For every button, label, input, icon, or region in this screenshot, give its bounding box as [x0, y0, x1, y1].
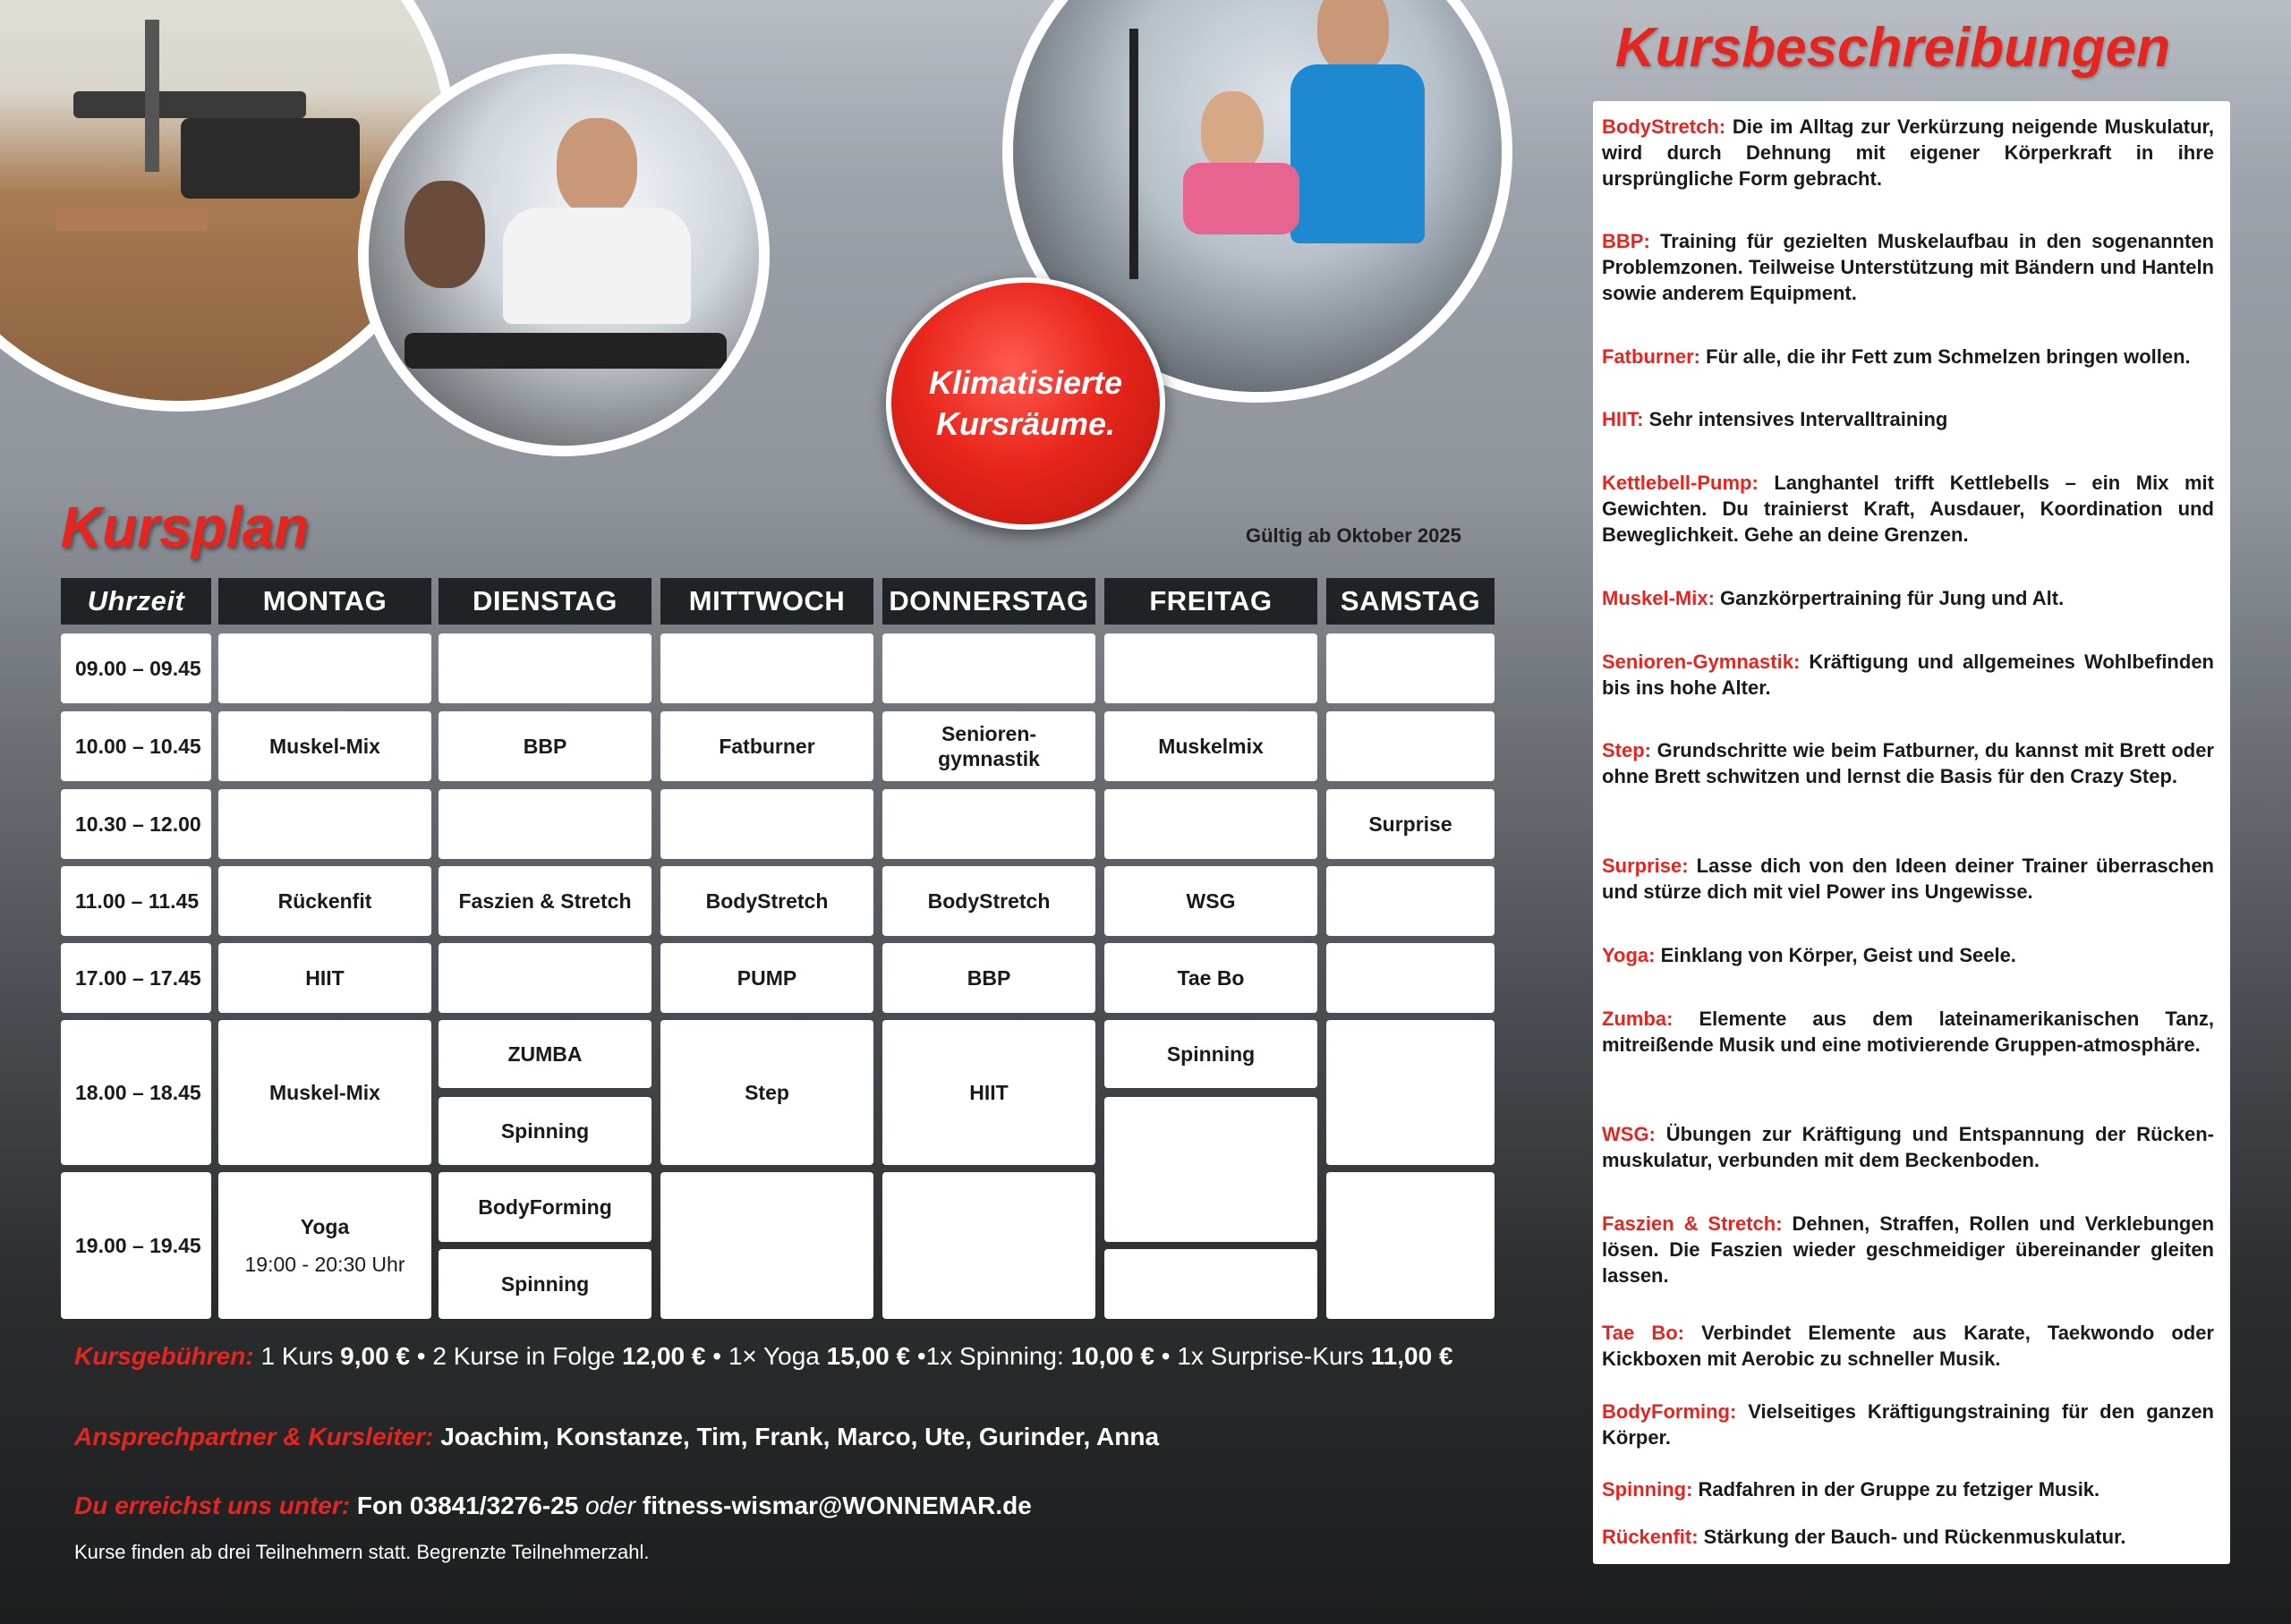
fees-text-5: • 1x Surprise-Kurs — [1154, 1342, 1371, 1370]
slot-mon-1800: Muskel-Mix — [218, 1020, 431, 1165]
desc-bodyforming — [1602, 1399, 2214, 1450]
time-1100: 11.00 – 11.45 — [61, 866, 211, 936]
slot-mon-0900 — [218, 633, 431, 703]
slot-sat-1030: Surprise — [1326, 789, 1495, 859]
fees-text-1: 1 Kurs — [253, 1342, 341, 1370]
valid-from-note: Gültig ab Oktober 2025 — [1246, 524, 1461, 547]
slot-tue-1030 — [439, 789, 652, 859]
desc-term: Senioren-Gymnastik: — [1602, 650, 1801, 673]
desc-text: Dehnen, Straffen, Rollen und Verklebungen lösen. Die Faszien wieder geschmeidiger übereinander gleiten lassen. — [1602, 1212, 2215, 1287]
slot-sat-1000 — [1326, 711, 1495, 781]
time-1000: 10.00 – 10.45 — [61, 711, 211, 781]
slot-mon-1000: Muskel-Mix — [218, 711, 431, 781]
header-thursday: DONNERSTAG — [882, 578, 1095, 625]
desc-term: Faszien & Stretch: — [1602, 1212, 1783, 1235]
desc-term: WSG: — [1602, 1123, 1656, 1145]
fees-value-1: 9,00 € — [340, 1342, 411, 1370]
desc-text: Die im Alltag zur Verkürzung neigende Muskulatur, wird durch Dehnung mit eigener Körperkraft in ihre ursprüngliche Form gebracht. — [1602, 115, 2214, 190]
slot-sat-1100 — [1326, 866, 1495, 936]
slot-wed-1900 — [660, 1172, 873, 1319]
desc-text: Training für gezielten Muskelaufbau in den sogenannten Problemzonen. Teilweise Unterstützung mit Bändern und Hanteln sowie anderem Equipment. — [1602, 230, 2214, 304]
header-time: Uhrzeit — [61, 578, 211, 625]
fees-label: Kursgebühren: — [74, 1342, 254, 1370]
header-wednesday: MITTWOCH — [660, 578, 873, 625]
fees-value-2: 12,00 € — [622, 1342, 706, 1370]
badge-line-2: Kursräume. — [935, 405, 1116, 442]
or-word: oder — [585, 1492, 636, 1519]
slot-wed-0900 — [660, 633, 873, 703]
contact-persons-names: Joachim, Konstanze, Tim, Frank, Marco, Ute, Gurinder, Anna — [433, 1423, 1160, 1450]
desc-muskel-mix — [1602, 585, 2214, 611]
slot-mon-1030 — [218, 789, 431, 859]
desc-hiit — [1602, 406, 2214, 432]
slot-tue-1800-b: Spinning — [439, 1097, 652, 1165]
header-saturday: SAMSTAG — [1326, 578, 1495, 625]
slot-thu-1030 — [882, 789, 1095, 859]
slot-tue-1900-b: Spinning — [439, 1249, 652, 1319]
slot-fri-1800: Spinning — [1104, 1020, 1317, 1088]
desc-term: Surprise: — [1602, 855, 1689, 877]
slot-fri-0900 — [1104, 633, 1317, 703]
slot-sat-1800 — [1326, 1020, 1495, 1165]
kursplan-title: Kursplan — [61, 495, 310, 559]
desc-term: Rückenfit: — [1602, 1526, 1699, 1548]
desc-term: Zumba: — [1602, 1008, 1674, 1030]
desc-text: Verbindet Elemente aus Karate, Taekwondo oder Kickboxen mit Aerobic zu schneller Musik. — [1602, 1322, 2214, 1370]
desc-spinning — [1602, 1476, 2214, 1502]
desc-text: Grundschritte wie beim Fatburner, du kannst mit Brett oder ohne Brett schwitzen und lernst die Basis für den Crazy Step. — [1602, 739, 2214, 787]
time-1700: 17.00 – 17.45 — [61, 943, 211, 1013]
desc-term: Yoga: — [1602, 944, 1656, 966]
slot-wed-1100: BodyStretch — [660, 866, 873, 936]
slot-thu-1900 — [882, 1172, 1095, 1319]
time-1800: 18.00 – 18.45 — [61, 1020, 211, 1165]
time-0900: 09.00 – 09.45 — [61, 633, 211, 703]
desc-term: BodyForming: — [1602, 1400, 1737, 1423]
desc-term: Muskel-Mix: — [1602, 587, 1715, 609]
desc-yoga — [1602, 942, 2214, 968]
slot-thu-1100: BodyStretch — [882, 866, 1095, 936]
participants-footnote: Kurse finden ab drei Teilnehmern statt. Begrenzte Teilnehmerzahl. — [74, 1541, 650, 1563]
desc-tae-bo — [1602, 1320, 2214, 1372]
slot-tue-1000: BBP — [439, 711, 652, 781]
desc-step — [1602, 737, 2214, 789]
desc-surprise — [1602, 853, 2214, 905]
fees-value-4: 10,00 € — [1070, 1342, 1154, 1370]
desc-term: Step: — [1602, 739, 1651, 761]
fees-text-3: • 1× Yoga — [705, 1342, 827, 1370]
badge-line-1: Klimatisierte — [928, 364, 1123, 401]
desc-term: Fatburner: — [1602, 345, 1700, 368]
slot-thu-0900 — [882, 633, 1095, 703]
desc-fatburner — [1602, 344, 2214, 370]
time-1030: 10.30 – 12.00 — [61, 789, 211, 859]
slot-wed-1700: PUMP — [660, 943, 873, 1013]
desc-senioren-gymnastik — [1602, 649, 2214, 701]
desc-term: BBP: — [1602, 230, 1650, 252]
desc-text: Stärkung der Bauch- und Rückenmuskulatur. — [1698, 1526, 2126, 1548]
desc-term: BodyStretch: — [1602, 115, 1726, 138]
phone-number[interactable]: Fon 03841/3276-25 — [350, 1492, 586, 1519]
slot-fri-1830 — [1104, 1097, 1317, 1242]
desc-faszien-stretch — [1602, 1211, 2214, 1288]
desc-term: Kettlebell-Pump: — [1602, 472, 1759, 494]
desc-wsg — [1602, 1121, 2214, 1173]
slot-fri-1100: WSG — [1104, 866, 1317, 936]
slot-fri-1000: Muskelmix — [1104, 711, 1317, 781]
fees-text-2: • 2 Kurse in Folge — [410, 1342, 623, 1370]
fees-text-4: •1x Spinning: — [910, 1342, 1071, 1370]
contact-reach-label: Du erreichst uns unter: — [74, 1492, 351, 1519]
slot-thu-1000-line1: Senioren- — [941, 722, 1037, 745]
contact-reach — [74, 1492, 1032, 1520]
slot-tue-1800-a: ZUMBA — [439, 1020, 652, 1088]
slot-fri-1700: Tae Bo — [1104, 943, 1317, 1013]
desc-text: Ganzkörpertraining für Jung und Alt. — [1714, 587, 2065, 609]
slot-tue-1100: Faszien & Stretch — [439, 866, 652, 936]
desc-bbp — [1602, 228, 2214, 306]
desc-text: Radfahren in der Gruppe zu fetziger Musik. — [1692, 1478, 2100, 1501]
desc-kettlebell-pump — [1602, 470, 2214, 548]
slot-wed-1000: Fatburner — [660, 711, 873, 781]
desc-term: HIIT: — [1602, 408, 1644, 430]
desc-text: Für alle, die ihr Fett zum Schmelzen bringen wollen. — [1700, 345, 2191, 368]
desc-text: Vielseitiges Kräftigungstraining für den ganzen Körper. — [1602, 1400, 2214, 1449]
slot-fri-1900 — [1104, 1249, 1317, 1319]
desc-bodystretch — [1602, 114, 2214, 191]
slot-sat-0900 — [1326, 633, 1495, 703]
descriptions-panel — [1593, 101, 2230, 1564]
desc-text: Einklang von Körper, Geist und Seele. — [1655, 944, 2016, 966]
contact-persons-label: Ansprechpartner & Kursleiter: — [74, 1423, 434, 1450]
desc-text: Langhantel trifft Kettlebells – ein Mix mit Gewichten. Du trainierst Kraft, Ausdauer, Koordination und Beweglichkeit. Gehe an deine Grenzen. — [1602, 472, 2214, 546]
contact-persons — [74, 1423, 1159, 1451]
course-fees — [74, 1342, 1453, 1371]
slot-mon-1700: HIIT — [218, 943, 431, 1013]
slot-tue-1900-a: BodyForming — [439, 1172, 652, 1242]
slot-mon-1900-time: 19:00 - 20:30 Uhr — [244, 1253, 405, 1276]
slot-tue-1700 — [439, 943, 652, 1013]
slot-sat-1900 — [1326, 1172, 1495, 1319]
desc-rueckenfit — [1602, 1524, 2214, 1550]
slot-mon-1900-course: Yoga — [300, 1215, 350, 1238]
slot-thu-1000-line2: gymnastik — [938, 747, 1040, 770]
slot-thu-1800: HIIT — [882, 1020, 1095, 1165]
time-1900: 19.00 – 19.45 — [61, 1172, 211, 1319]
desc-zumba — [1602, 1006, 2214, 1058]
desc-text: Kräftigung und allgemeines Wohlbefinden bis ins hohe Alter. — [1602, 650, 2214, 699]
slot-fri-1030 — [1104, 789, 1317, 859]
slot-wed-1030 — [660, 789, 873, 859]
slot-thu-1700: BBP — [882, 943, 1095, 1013]
desc-term: Spinning: — [1602, 1478, 1693, 1501]
slot-tue-0900 — [439, 633, 652, 703]
header-monday: MONTAG — [218, 578, 431, 625]
fees-value-5: 11,00 € — [1370, 1342, 1453, 1370]
fees-value-3: 15,00 € — [826, 1342, 911, 1370]
air-conditioned-badge — [886, 277, 1165, 530]
slot-thu-1000 — [882, 711, 1095, 781]
slot-mon-1100: Rückenfit — [218, 866, 431, 936]
email-address[interactable]: fitness-wismar@WONNEMAR.de — [635, 1492, 1032, 1519]
desc-text: Elemente aus dem lateinamerikanischen Tanz, mitreißende Musik und eine motivierende Gruppen-atmosphäre. — [1602, 1008, 2214, 1056]
desc-text: Sehr intensives Intervalltraining — [1643, 408, 1948, 430]
slot-wed-1800: Step — [660, 1020, 873, 1165]
desc-text: Übungen zur Kräftigung und Entspannung der Rücken-muskulatur, verbunden mit dem Beckenboden. — [1602, 1123, 2214, 1171]
slot-sat-1700 — [1326, 943, 1495, 1013]
desc-text: Lasse dich von den Ideen deiner Trainer überraschen und stürze dich mit viel Power ins Ungewisse. — [1602, 855, 2214, 903]
desc-term: Tae Bo: — [1602, 1322, 1684, 1344]
spinning-class-photo — [358, 54, 770, 456]
slot-mon-1900 — [218, 1172, 431, 1319]
descriptions-title: Kursbeschreibungen — [1615, 17, 2171, 79]
header-tuesday: DIENSTAG — [439, 578, 652, 625]
header-friday: FREITAG — [1104, 578, 1317, 625]
